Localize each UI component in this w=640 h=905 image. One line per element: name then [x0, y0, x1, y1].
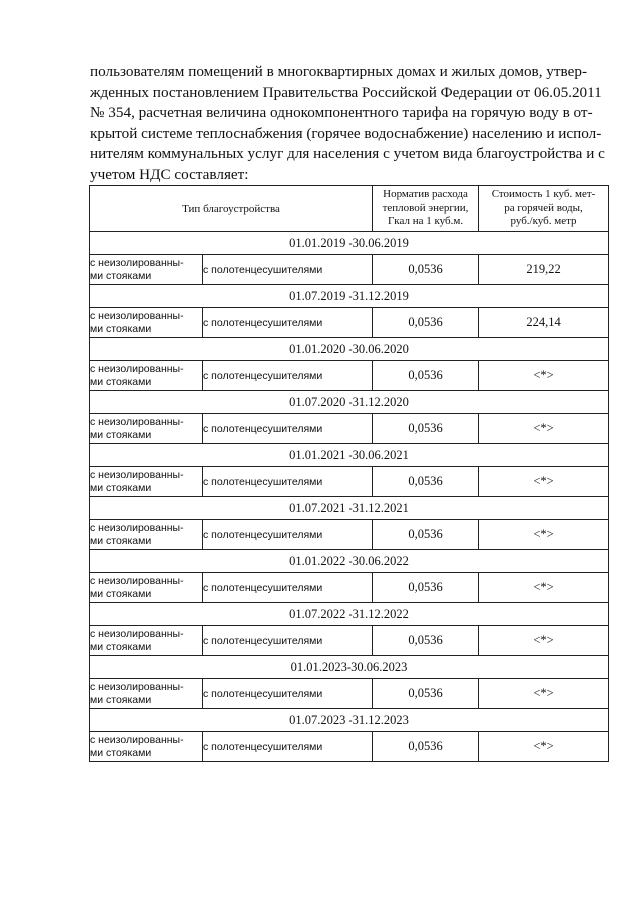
- period-label: 01.01.2021 -30.06.2021: [90, 444, 609, 467]
- period-label: 01.07.2022 -31.12.2022: [90, 603, 609, 626]
- table-row: [90, 520, 609, 550]
- period-row: [90, 550, 609, 573]
- paragraph-line: крытой системе теплоснабжения (горячее водоснабжение) населению и испол-: [90, 124, 602, 142]
- header-norm-line: Гкал на 1 куб.м.: [387, 215, 464, 228]
- paragraph-line: пользователям помещений в многоквартирных домах и жилых домов, утвер-: [90, 63, 588, 80]
- riser-type-line: ми стояками: [90, 693, 152, 706]
- norm-value: 0,0536: [373, 361, 479, 391]
- header-type: Тип благоустройства: [90, 186, 373, 232]
- norm-value: 0,0536: [373, 679, 479, 709]
- cost-value: <*>: [479, 679, 609, 709]
- period-label: 01.07.2023 -31.12.2023: [90, 709, 609, 732]
- riser-type-line: с неизолированны-: [90, 575, 184, 587]
- norm-value: 0,0536: [373, 520, 479, 550]
- riser-type-cell: [90, 255, 203, 285]
- paragraph-line: учетом НДС составляет:: [90, 165, 249, 183]
- table-row: [90, 255, 609, 285]
- period-row: [90, 338, 609, 361]
- riser-type-line: с неизолированны-: [90, 416, 184, 428]
- riser-type-line: ми стояками: [90, 428, 152, 441]
- riser-type-line: ми стояками: [90, 269, 152, 282]
- period-row: [90, 391, 609, 414]
- riser-type-cell: [90, 679, 203, 709]
- riser-type-cell: [90, 732, 203, 762]
- period-row: [90, 444, 609, 467]
- header-cost-line: ра горячей воды,: [504, 201, 583, 214]
- header-norm-line: тепловой энергии,: [382, 201, 469, 214]
- riser-type-line: ми стояками: [90, 587, 152, 600]
- norm-value: 0,0536: [373, 732, 479, 762]
- norm-value: 0,0536: [373, 573, 479, 603]
- cost-value: <*>: [479, 573, 609, 603]
- towel-dryer-cell: с полотенцесушителями: [203, 414, 373, 444]
- period-row: [90, 656, 609, 679]
- period-row: [90, 285, 609, 308]
- period-label: 01.01.2023-30.06.2023: [90, 656, 609, 679]
- towel-dryer-cell: с полотенцесушителями: [203, 573, 373, 603]
- header-cost: [479, 186, 609, 232]
- period-label: 01.07.2020 -31.12.2020: [90, 391, 609, 414]
- table-row: [90, 361, 609, 391]
- cost-value: <*>: [479, 467, 609, 497]
- cost-value: <*>: [479, 361, 609, 391]
- norm-value: 0,0536: [373, 414, 479, 444]
- period-row: [90, 709, 609, 732]
- paragraph-line: № 354, расчетная величина однокомпонентного тарифа на горячую воду в от-: [90, 104, 593, 121]
- towel-dryer-cell: с полотенцесушителями: [203, 732, 373, 762]
- riser-type-line: ми стояками: [90, 746, 152, 759]
- towel-dryer-cell: с полотенцесушителями: [203, 679, 373, 709]
- riser-type-line: с неизолированны-: [90, 628, 184, 640]
- cost-value: 224,14: [479, 308, 609, 338]
- riser-type-line: ми стояками: [90, 534, 152, 547]
- riser-type-cell: [90, 467, 203, 497]
- riser-type-line: ми стояками: [90, 640, 152, 653]
- riser-type-cell: [90, 626, 203, 656]
- table-row: [90, 732, 609, 762]
- table-row: [90, 414, 609, 444]
- towel-dryer-cell: с полотенцесушителями: [203, 308, 373, 338]
- header-norm: [373, 186, 479, 232]
- paragraph-line: жденных постановлением Правительства Российской Федерации от 06.05.2011: [90, 83, 602, 101]
- tariff-table: [89, 185, 609, 762]
- period-label: 01.01.2022 -30.06.2022: [90, 550, 609, 573]
- riser-type-cell: [90, 308, 203, 338]
- towel-dryer-cell: с полотенцесушителями: [203, 626, 373, 656]
- table-header-row: [90, 186, 609, 232]
- header-norm-line: Норматив расхода: [383, 188, 468, 201]
- table-body: [90, 232, 609, 762]
- riser-type-line: с неизолированны-: [90, 310, 184, 322]
- period-label: 01.01.2020 -30.06.2020: [90, 338, 609, 361]
- table-row: [90, 626, 609, 656]
- table-row: [90, 308, 609, 338]
- period-row: [90, 232, 609, 255]
- riser-type-cell: [90, 361, 203, 391]
- cost-value: <*>: [479, 626, 609, 656]
- period-label: 01.07.2021 -31.12.2021: [90, 497, 609, 520]
- riser-type-line: с неизолированны-: [90, 734, 184, 746]
- towel-dryer-cell: с полотенцесушителями: [203, 255, 373, 285]
- header-cost-line: Стоимость 1 куб. мет-: [491, 188, 596, 201]
- towel-dryer-cell: с полотенцесушителями: [203, 467, 373, 497]
- riser-type-line: ми стояками: [90, 481, 152, 494]
- norm-value: 0,0536: [373, 308, 479, 338]
- riser-type-line: с неизолированны-: [90, 681, 184, 693]
- riser-type-cell: [90, 414, 203, 444]
- period-row: [90, 603, 609, 626]
- intro-paragraph: [90, 62, 610, 185]
- riser-type-line: ми стояками: [90, 322, 152, 335]
- towel-dryer-cell: с полотенцесушителями: [203, 361, 373, 391]
- riser-type-line: с неизолированны-: [90, 469, 184, 481]
- period-label: 01.07.2019 -31.12.2019: [90, 285, 609, 308]
- norm-value: 0,0536: [373, 626, 479, 656]
- riser-type-line: с неизолированны-: [90, 257, 184, 269]
- table-row: [90, 573, 609, 603]
- cost-value: <*>: [479, 414, 609, 444]
- period-label: 01.01.2019 -30.06.2019: [90, 232, 609, 255]
- riser-type-line: ми стояками: [90, 375, 152, 388]
- riser-type-cell: [90, 573, 203, 603]
- table-row: [90, 467, 609, 497]
- cost-value: <*>: [479, 520, 609, 550]
- cost-value: <*>: [479, 732, 609, 762]
- header-cost-line: руб./куб. метр: [510, 215, 577, 228]
- period-row: [90, 497, 609, 520]
- riser-type-line: с неизолированны-: [90, 522, 184, 534]
- paragraph-line: нителям коммунальных услуг для населения с учетом вида благоустройства и с: [90, 145, 605, 162]
- norm-value: 0,0536: [373, 255, 479, 285]
- riser-type-line: с неизолированны-: [90, 363, 184, 375]
- norm-value: 0,0536: [373, 467, 479, 497]
- table-row: [90, 679, 609, 709]
- riser-type-cell: [90, 520, 203, 550]
- towel-dryer-cell: с полотенцесушителями: [203, 520, 373, 550]
- cost-value: 219,22: [479, 255, 609, 285]
